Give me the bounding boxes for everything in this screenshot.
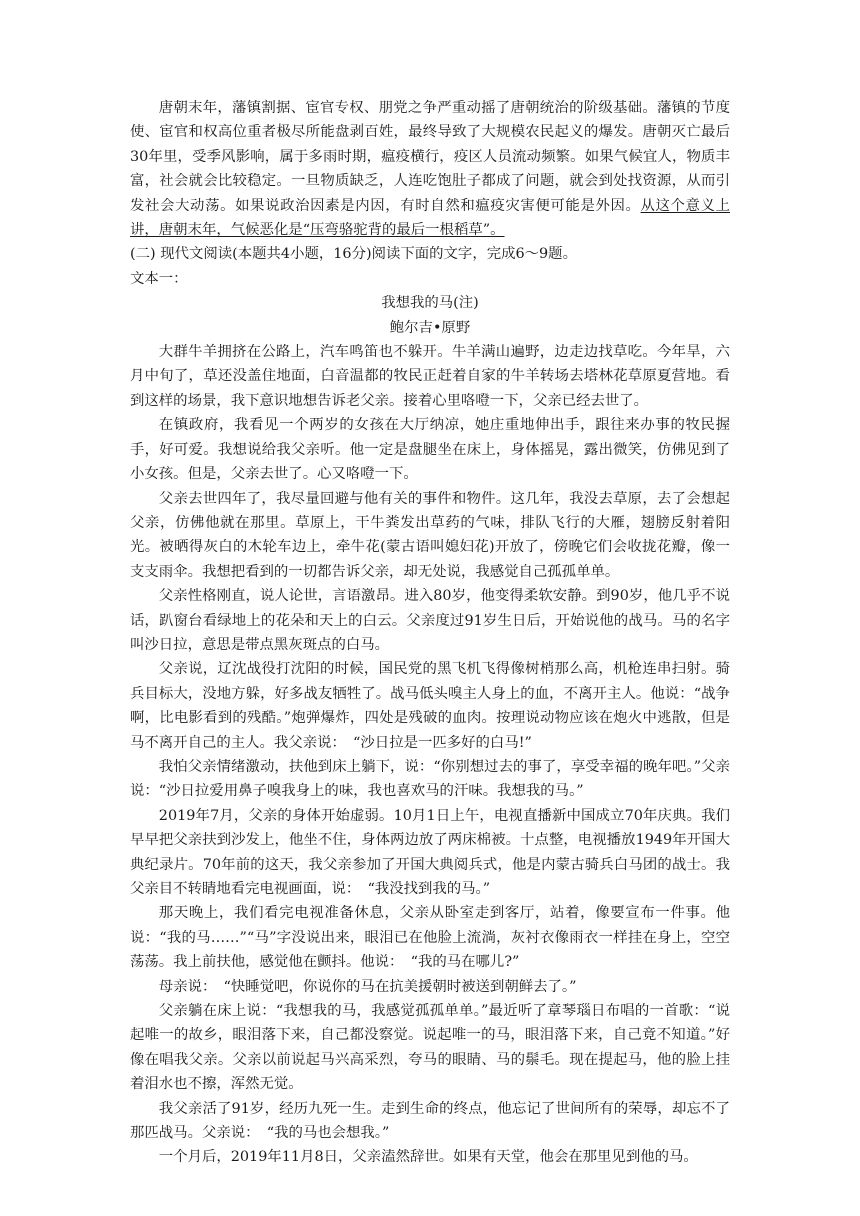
intro-paragraph [130,96,730,242]
article-author: 鲍尔吉•原野 [389,319,471,336]
article-paragraph: 我怕父亲情绪激动，扶他到床上躺下，说：“你别想过去的事了，享受幸福的晚年吧。”父亲说：“沙日拉爱用鼻子嗅我身上的味，我也喜欢马的汗味。我想我的马。” [130,758,730,800]
text-label: 文本一： [130,270,188,287]
article-paragraph: 父亲去世四年了，我尽量回避与他有关的事件和物件。这几年，我没去草原，去了会想起父亲，仿佛他就在那里。草原上，干牛粪发出草药的气味，排队飞行的大雁，翅膀反射着阳光。被晒得灰白的木轮车边上，牵牛花(蒙古语叫媳妇花)开放了，傍晚它们会收拢花瓣，像一支支雨伞。我想把看到的一切都告诉父亲，却无处说，我感觉自己孤孤单单。 [130,490,730,580]
article-paragraph: 在镇政府，我看见一个两岁的女孩在大厅纳凉，她庄重地伸出手，跟往来办事的牧民握手，好可爱。我想说给我父亲听。他一定是盘腿坐在床上，身体摇晃，露出微笑，仿佛见到了小女孩。但是，父亲去世了。心又咯噔一下。 [130,417,730,483]
document-page [130,96,730,1170]
intro-text: 唐朝末年，藩镇割据、宦官专权、朋党之争严重动摇了唐朝统治的阶级基础。藩镇的节度使、宦官和权高位重者极尽所能盘剥百姓，最终导致了大规模农民起义的爆发。唐朝灭亡最后30年里，受季风影响，属于多雨时期，瘟疫横行，疫区人员流动频繁。如果气候宜人，物质丰富，社会就会比较稳定。一旦物质缺乏，人连吃饱肚子都成了问题，就会到处找资源，从而引发社会大动荡。如果说政治因素是内因，有时自然和瘟疫灾害便可能是外因。 [130,100,730,214]
article-paragraph: 父亲说，辽沈战役打沈阳的时候，国民党的黑飞机飞得像树梢那么高，机枪连串扫射。骑兵目标大，没地方躲，好多战友牺牲了。战马低头嗅主人身上的血，不离开主人。他说：“战争啊，比电影看到的残酷。”炮弹爆炸，四处是残破的血肉。按理说动物应该在炮火中逃散，但是马不离开自己的主人。我父亲说： “沙日拉是一匹多好的白马!” [130,661,730,751]
article-paragraph: 一个月后，2019年11月8日，父亲溘然辞世。如果有天堂，他会在那里见到他的马。 [158,1149,698,1166]
article-paragraph: 大群牛羊拥挤在公路上，汽车鸣笛也不躲开。牛羊满山遍野，边走边找草吃。今年旱，六月中旬了，草还没盖住地面，白音温都的牧民正赶着自家的牛羊转场去塔林花草原夏营地。看到这样的场景，我下意识地想告诉老父亲。接着心里咯噔一下，父亲已经去世了。 [130,344,730,409]
article-paragraph: 父亲躺在床上说：“我想我的马，我感觉孤孤单单。”最近听了章琴瑙日布唱的一首歌：“说起唯一的故乡，眼泪落下来，自己都没察觉。说起唯一的马，眼泪落下来，自己竟不知道。”好像在唱我父亲。父亲以前说起马兴高采烈，夸马的眼睛、马的鬃毛。现在提起马，他的脸上挂着泪水也不擦，浑然无觉。 [130,1003,730,1093]
article-paragraph: 我父亲活了91岁，经历九死一生。走到生命的终点，他忘记了世间所有的荣辱，却忘不了那匹战马。父亲说： “我的马也会想我。” [130,1100,730,1142]
section-heading: (二) 现代文阅读(本题共4小题，16分)阅读下面的文字，完成6～9题。 [130,246,577,263]
article-paragraph: 母亲说： “快睡觉吧，你说你的马在抗美援朝时被送到朝鲜去了。” [158,978,577,995]
article-paragraph: 2019年7月，父亲的身体开始虚弱。10月1日上午，电视直播新中国成立70年庆典。我们早早把父亲扶到沙发上，他坐不住，身体两边放了两床棉被。十点整，电视播放1949年开国大典纪录片。70年前的这天，我父亲参加了开国大典阅兵式，他是内蒙古骑兵白马团的战士。我父亲目不转睛地看完电视画面，说： “我没找到我的马。” [130,807,730,897]
article-paragraph: 父亲性格刚直，说人论世，言语激昂。进入80岁，他变得柔软安静。到90岁，他几乎不说话，趴窗台看绿地上的花朵和天上的白云。父亲度过91岁生日后，开始说他的战马。马的名字叫沙日拉，意思是带点黑灰斑点的白马。 [130,588,730,653]
article-title: 我想我的马(注) [381,295,479,312]
intro-underlined-sentence: 从这个意义上讲，唐朝末年，气候恶化是“压弯骆驼背的最后一根稻草”。 [130,197,730,239]
article-paragraph: 那天晚上，我们看完电视准备休息，父亲从卧室走到客厅，站着，像要宣布一件事。他说：“我的马……”“马”字没说出来，眼泪已在他脸上流淌，灰衬衣像雨衣一样挂在身上，空空荡荡。我上前扶他，感觉他在颤抖。他说： “我的马在哪儿?” [130,905,730,971]
